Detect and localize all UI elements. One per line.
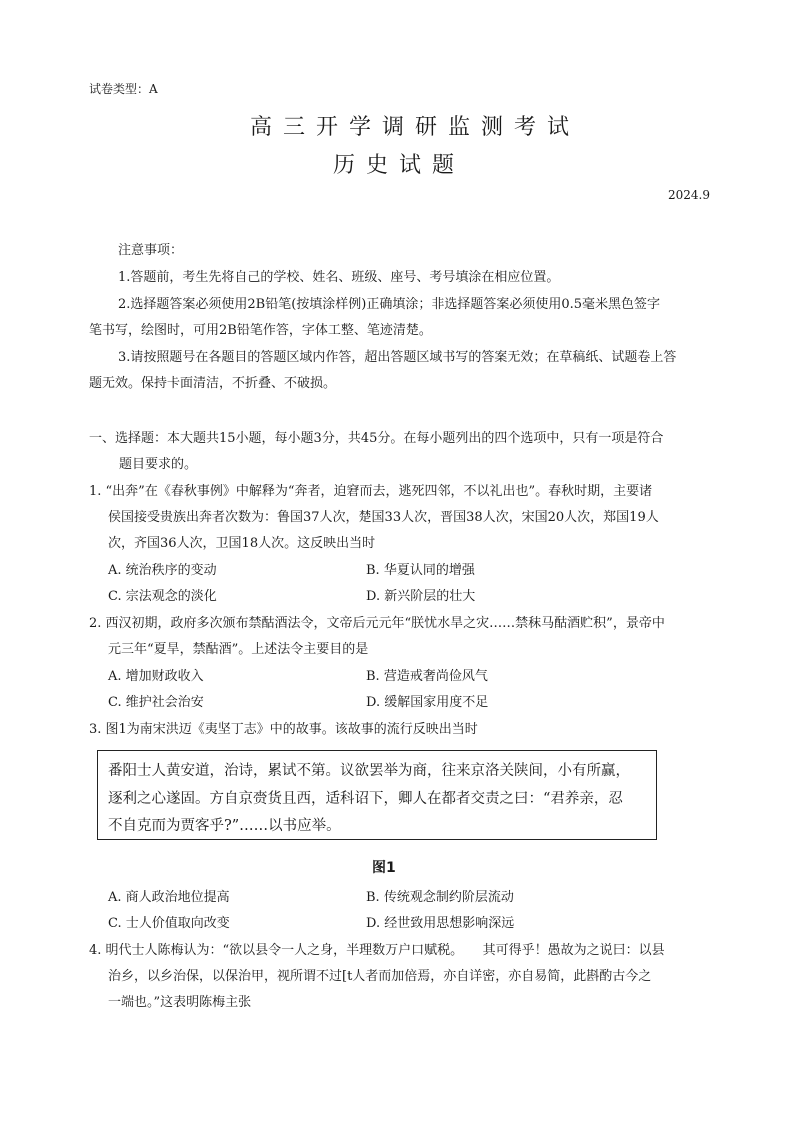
question-3-option-d: D. 经世致用思想影响深远: [366, 916, 515, 931]
question-2-stem: 2. 西汉初期，政府多次颁布禁酤酒法令，文帝后元元年“朕忧水旱之灾……禁秣马酤酒贮积”，景帝中: [89, 616, 665, 631]
question-2-stem-cont: 元三年“夏旱，禁酤酒”。上述法令主要目的是: [108, 642, 369, 657]
passage-line-1: 番阳士人黄安道，治诗，累试不第。议欲罢举为商，往来京洛关陕间，小有所赢，: [108, 763, 630, 779]
paper-type: 试卷类型：A: [89, 82, 158, 96]
section-heading: 一、选择题：本大题共15小题，每小题3分，共45分。在每小题列出的四个选项中，只有一项是符合: [89, 431, 664, 446]
question-3-option-c: C. 士人价值取向改变: [108, 916, 230, 931]
notice-heading: 注意事项：: [118, 243, 184, 258]
question-1-stem-cont: 侯国接受贵族出奔者次数为：鲁国37人次，楚国33人次，晋国38人次，宋国20人次，郑国19人: [108, 510, 659, 525]
question-3-option-b: B. 传统观念制约阶层流动: [366, 890, 514, 905]
question-1-option-c: C. 宗法观念的淡化: [108, 589, 217, 604]
question-3-stem: 3. 图1为南宋洪迈《夷坚丁志》中的故事。该故事的流行反映出当时: [89, 722, 478, 737]
question-4-stem-end: 一端也。”这表明陈梅主张: [108, 995, 252, 1010]
question-1-stem-end: 次，齐国36人次，卫国18人次。这反映出当时: [108, 536, 376, 551]
question-4-stem: 4. 明代士人陈梅认为：“欲以县令一人之身，半理数万户口赋税。 其可得乎！愚故为之说曰：以县: [89, 943, 665, 958]
exam-title: 高三开学调研监测考试: [250, 115, 581, 140]
question-2-option-b: B. 营造戒奢尚俭风气: [366, 669, 488, 684]
question-2-option-d: D. 缓解国家用度不足: [366, 695, 489, 710]
figure-caption: 图1: [372, 860, 396, 876]
question-3-option-a: A. 商人政治地位提高: [108, 890, 230, 905]
subject-title: 历史试题: [333, 153, 466, 178]
notice-item-2: 2.选择题答案必须使用2B铅笔(按填涂样例)正确填涂；非选择题答案必须使用0.5毫米黑色签字: [118, 297, 661, 312]
passage-line-2: 逐利之心遂固。方自京赍货且西，适科诏下，卿人在都者交责之曰：“君养亲，忍: [108, 791, 623, 807]
question-3-passage-box: [97, 750, 657, 840]
passage-line-3: 不自克而为贾客乎?”……以书应举。: [108, 818, 341, 834]
question-1-option-b: B. 华夏认同的增强: [366, 563, 475, 578]
question-4-stem-cont: 治乡，以乡治保，以保治甲，视所谓不过[t人者而加倍焉，亦自详密，亦自易简，此斟酌古今之: [108, 969, 652, 984]
question-1-option-a: A. 统治秩序的变动: [108, 563, 217, 578]
section-heading-cont: 题目要求的。: [119, 457, 198, 472]
question-2-option-c: C. 维护社会治安: [108, 695, 204, 710]
question-1-stem: 1. “出奔”在《春秋事例》中解释为“奔者，迫窘而去，逃死四邻，不以礼出也”。春秋时期，主要诸: [89, 484, 653, 499]
notice-item-2-cont: 笔书写，绘图时，可用2B铅笔作答，字体工整、笔迹清楚。: [89, 323, 432, 338]
exam-date: 2024.9: [668, 188, 710, 202]
notice-item-3-cont: 题无效。保持卡面清洁，不折叠、不破损。: [89, 376, 337, 391]
notice-item-1: 1.答题前，考生先将自己的学校、姓名、班级、座号、考号填涂在相应位置。: [118, 270, 560, 285]
notice-item-3: 3.请按照题号在各题目的答题区域内作答，超出答题区域书写的答案无效；在草稿纸、试题卷上答: [118, 350, 677, 365]
question-2-option-a: A. 增加财政收入: [108, 669, 204, 684]
question-1-option-d: D. 新兴阶层的壮大: [366, 589, 476, 604]
